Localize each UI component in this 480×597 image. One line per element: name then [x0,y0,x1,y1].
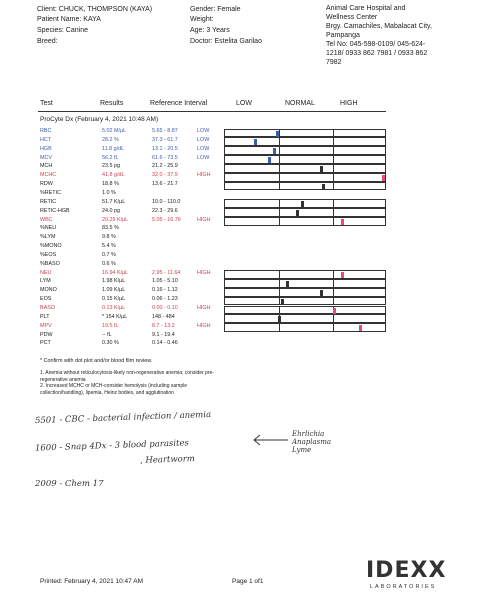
row-result: 9.8 % [102,234,116,241]
range-bar [224,270,386,279]
row-result: 51.7 K/µL [102,198,126,205]
row-reference: 0.00 - 0.10 [152,305,178,311]
row-flag: HIGH [197,172,211,179]
handwritten-line-2: 1600 - Snap 4Dx - 3 blood parasites [34,438,190,454]
row-result: 18.8 % [102,181,119,188]
row-result: * 154 K/µL [102,313,128,320]
range-bar [224,314,386,323]
range-marker [333,308,336,314]
row-test-name: MCH [40,163,53,170]
range-bar [224,306,386,315]
client-name: Client: CHUCK, THOMPSON (KAYA) [37,6,153,13]
row-reference: 61.6 - 73.5 [152,154,178,161]
range-marker [359,325,362,331]
row-test-name: %NEU [40,225,57,232]
row-reference: 5.65 - 8.87 [152,128,178,134]
row-flag: LOW [197,128,210,134]
range-bar [224,288,386,297]
row-result: 0.13 K/µL [102,305,126,311]
row-test-name: %EOS [40,251,57,258]
row-result: 41.8 g/dL [102,172,125,179]
range-bar [224,164,386,173]
row-test-name: HCT [40,136,52,143]
confirm-note: * Confirm with dot plot and/or blood film review. [40,358,153,364]
row-reference: 9.1 - 19.4 [152,331,175,338]
range-marker [322,184,325,190]
row-result: -- fL [102,331,112,338]
printed-date: Printed: February 4, 2021 10:47 AM [40,578,143,585]
row-result: 0.7 % [102,251,116,258]
row-result: 24.0 pg [102,207,120,214]
row-reference: 0.16 - 1.12 [152,287,178,294]
range-bar [224,155,386,164]
idexx-logo: IDEXX [366,558,447,583]
handwritten-targets: Ehrlichia Anaplasma Lyme [292,430,332,454]
row-test-name: %RETIC [40,189,61,196]
breed: Breed: [37,38,58,45]
row-reference: 13.6 - 21.7 [152,181,178,188]
range-marker [341,219,344,225]
range-marker [341,272,344,278]
row-test-name: RBC [40,128,52,134]
col-low: LOW [236,100,252,107]
handwritten-arrow [250,430,290,450]
col-high: HIGH [340,100,358,107]
range-bar [224,173,386,182]
range-bar [224,182,386,191]
row-reference: 13.1 - 20.5 [152,145,178,152]
row-result: 56.2 fL [102,154,119,161]
range-marker [296,210,299,216]
row-test-name: BASO [40,305,55,311]
row-result: 0.15 K/µL [102,296,126,303]
range-marker [286,281,289,287]
row-flag: HIGH [197,269,211,276]
row-flag: LOW [197,136,210,143]
clinic-info: Animal Care Hospital and Wellness Center Brgy. Camachiles, Mabalacat City, Pampanga Tel No: 045-598-0109/ 045-624- 1218/ 0933 862 7981 / 0933 862 7982 [326,5,432,66]
interpretive-notes: 1. Anemia without reticulocytosis-likely non-regenerative anemia; consider pre- regenerative anemia 2. Increased MCHC or MCH-consider hemolysis (including sample collection/handling), lipemia, Heinz bodies, and agglutination [40,370,214,396]
row-result: 11.8 g/dL [102,145,125,152]
panel-title: ProCyte Dx (February 4, 2021 10:48 AM) [40,116,159,123]
range-bar [224,146,386,155]
range-marker [254,139,257,145]
row-test-name: MPV [40,322,52,329]
range-marker [278,316,281,322]
row-test-name: PCT [40,340,51,347]
species: Species: Canine [37,27,88,34]
row-test-name: MCV [40,154,52,161]
weight: Weight: [190,16,214,23]
col-results: Results [100,100,124,107]
row-test-name: MONO [40,287,57,294]
range-bar [224,217,386,226]
row-reference: 22.3 - 29.6 [152,207,178,214]
row-test-name: %BASO [40,260,60,267]
row-reference: 10.0 - 110.0 [152,198,181,205]
range-bar [224,129,386,138]
row-reference: 37.3 - 61.7 [152,136,178,143]
row-test-name: %MONO [40,243,62,250]
col-normal: NORMAL [285,100,315,107]
row-test-name: EOS [40,296,52,303]
range-bar [224,323,386,332]
row-test-name: RETIC [40,198,57,205]
row-reference: 0.06 - 1.23 [152,296,178,303]
row-reference: 1.05 - 5.10 [152,278,178,285]
gender: Gender: Female [190,6,241,13]
patient-name: Patient Name: KAYA [37,16,101,23]
range-marker [320,166,323,172]
row-result: 5.02 M/µL [102,128,127,134]
row-result: 28.2 % [102,136,119,143]
row-reference: 2.95 - 11.64 [152,269,181,276]
row-reference: 5.05 - 16.76 [152,216,181,223]
row-test-name: NEU [40,269,52,276]
row-test-name: RETIC-HGB [40,207,70,214]
range-bar [224,297,386,306]
row-result: 5.4 % [102,243,116,250]
handwritten-line-1: 5501 - CBC - bacterial infection / anemia [34,409,212,427]
row-result: 19.5 fL [102,322,119,329]
row-flag: HIGH [197,305,211,311]
row-reference: 8.7 - 13.2 [152,322,175,329]
row-result: 23.5 pg [102,163,120,170]
handwritten-line-2b: , Heartworm [139,454,196,466]
age: Age: 3 Years [190,27,230,34]
row-test-name: %LYM [40,234,56,241]
range-bar [224,208,386,217]
header-divider [38,111,386,112]
row-test-name: PDW [40,331,53,338]
range-marker [301,201,304,207]
row-result: 1.98 K/µL [102,278,126,285]
range-marker [273,148,276,154]
range-bar [224,137,386,146]
row-test-name: HGB [40,145,52,152]
row-result: 0.30 % [102,340,119,347]
row-result: 20.29 K/µL [102,216,129,223]
handwritten-line-3: 2009 - Chem 17 [35,479,104,489]
row-test-name: PLT [40,313,50,320]
range-bar [224,199,386,208]
range-bar [224,279,386,288]
col-test: Test [40,100,53,107]
col-reference: Reference Interval [150,100,208,107]
row-test-name: LYM [40,278,51,285]
page-number: Page 1 of1 [232,578,264,585]
row-reference: 21.2 - 25.9 [152,163,178,170]
row-test-name: MCHC [40,172,57,179]
row-flag: LOW [197,145,210,152]
row-result: 1.09 K/µL [102,287,126,294]
row-flag: LOW [197,154,210,161]
idexx-logo-sub: LABORATORIES [370,584,437,590]
row-reference: 148 - 484 [152,313,175,320]
row-test-name: RDW [40,181,53,188]
row-result: 0.6 % [102,260,116,267]
doctor: Doctor: Estelita Garilao [190,38,262,45]
range-marker [281,299,284,305]
range-marker [276,131,279,137]
row-flag: HIGH [197,216,211,223]
row-test-name: WBC [40,216,53,223]
row-flag: HIGH [197,322,211,329]
row-result: 16.94 K/µL [102,269,129,276]
row-result: 83.5 % [102,225,119,232]
range-marker [268,157,271,163]
row-reference: 0.14 - 0.46 [152,340,178,347]
row-result: 1.0 % [102,189,116,196]
range-marker [320,290,323,296]
range-marker [382,175,385,181]
row-reference: 32.0 - 37.9 [152,172,178,179]
